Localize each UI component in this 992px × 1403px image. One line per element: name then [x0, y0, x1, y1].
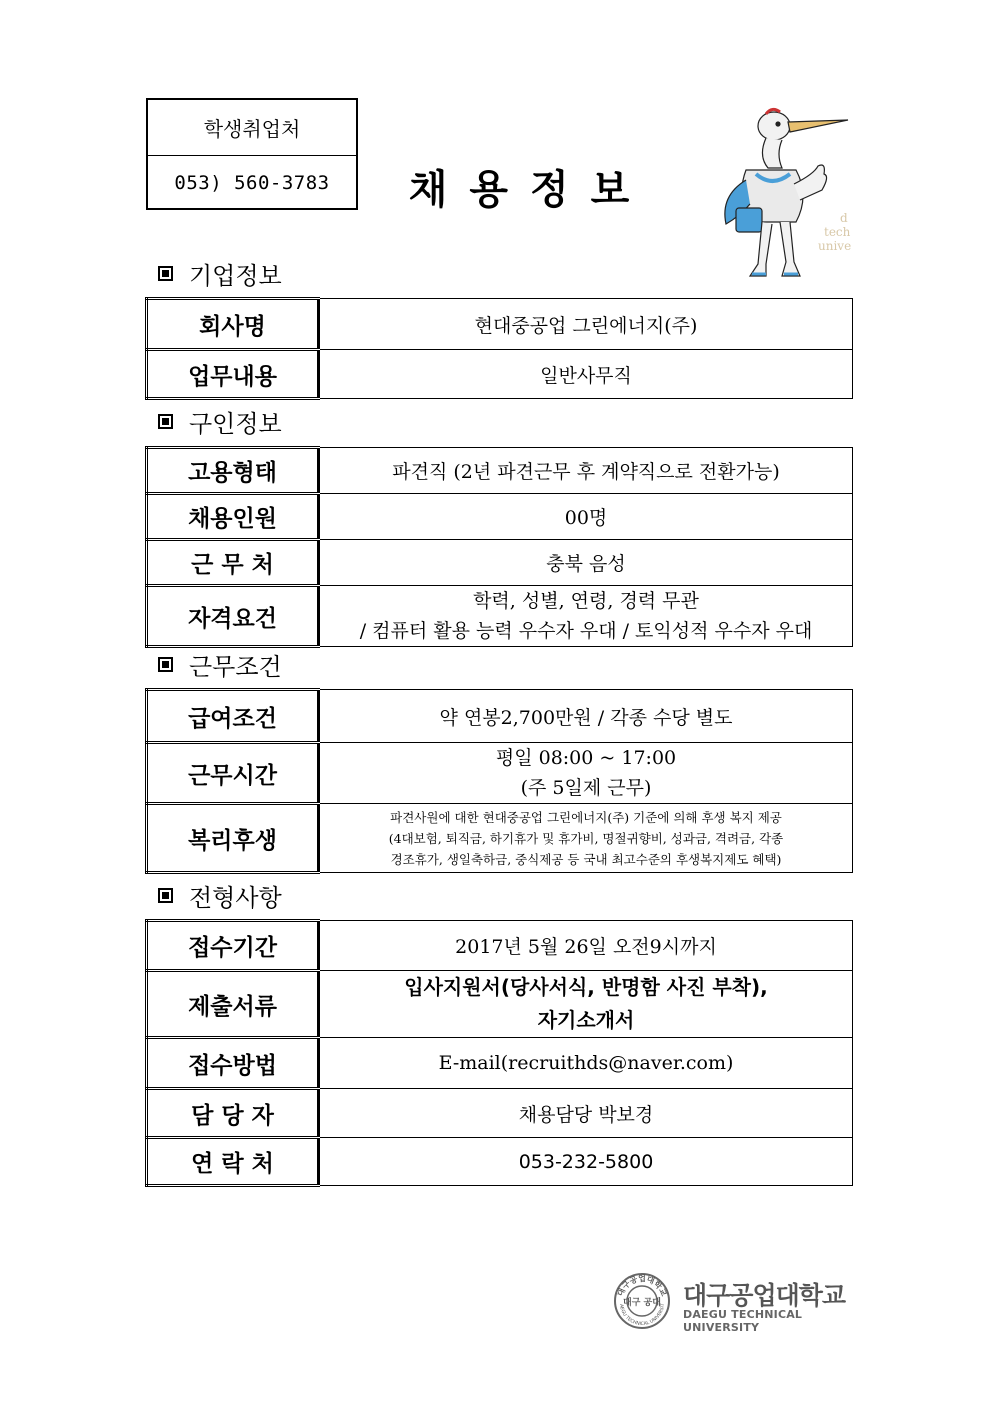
work-hours: [319, 743, 853, 804]
work-hours-line-1: 평일 08:00 ~ 17:00: [495, 747, 677, 769]
square-bullet-icon: [158, 888, 173, 903]
university-name-en: DAEGU TECHNICAL UNIVERSITY: [683, 1308, 803, 1334]
table-row: [147, 1138, 853, 1186]
square-bullet-icon: [158, 414, 173, 429]
square-bullet-icon: [158, 266, 173, 281]
row-label: 접수방법: [147, 1038, 319, 1089]
row-label: 업무내용: [147, 350, 319, 399]
section-heading-selection: [158, 878, 282, 913]
table-row: [147, 743, 853, 804]
benefits-line-1: 파견사원에 대한 현대중공업 그린에너지(주) 기준에 의해 후생 복지 제공: [390, 809, 782, 825]
table-row: [147, 921, 853, 971]
work-location: 충북 음성: [319, 540, 853, 586]
mascot-crane-image: [706, 104, 856, 286]
mascot-text-3: unive: [818, 239, 852, 253]
table-row: [147, 971, 853, 1038]
row-label: 근무시간: [147, 743, 319, 804]
benefits: [319, 804, 853, 873]
university-logo: [613, 1272, 853, 1336]
row-label: 연 락 처: [147, 1138, 319, 1186]
table-row: [147, 299, 853, 350]
row-label: 채용인원: [147, 494, 319, 540]
table-row: [147, 1038, 853, 1089]
section-heading-conditions: [158, 647, 282, 682]
section-title: 기업정보: [189, 262, 282, 290]
row-label: 제출서류: [147, 971, 319, 1038]
table-row: [147, 1089, 853, 1138]
section-title: 근무조건: [189, 653, 282, 681]
square-bullet-icon: [158, 657, 173, 672]
documents-line-2: 자기소개서: [537, 1008, 635, 1032]
required-documents: [319, 971, 853, 1038]
mascot-text-2: tech: [824, 225, 851, 239]
documents-line-1: 입사지원서(당사서식, 반명함 사진 부착),: [404, 975, 768, 999]
contact-person: 채용담당 박보경: [319, 1089, 853, 1138]
row-label: 급여조건: [147, 690, 319, 743]
section-title: 전형사항: [189, 884, 282, 912]
qualifications-line-1: 학력, 성별, 연령, 경력 무관: [473, 590, 699, 612]
table-row: [147, 804, 853, 873]
row-label: 회사명: [147, 299, 319, 350]
section-heading-company: [158, 256, 282, 291]
employment-type: 파견직 (2년 파견근무 후 계약직으로 전환가능): [319, 448, 853, 494]
university-name-ko: 대구공업대학교: [683, 1281, 846, 1310]
table-row: [147, 586, 853, 647]
contact-phone: 053-232-5800: [319, 1138, 853, 1186]
row-label: 접수기간: [147, 921, 319, 971]
section-heading-recruit: [158, 404, 282, 439]
row-label: 복리후생: [147, 804, 319, 873]
seal-text-en: AEGU TECHNICAL UNIVERSIT: [617, 1303, 667, 1328]
selection-table: [145, 919, 853, 1187]
row-label: 자격요건: [147, 586, 319, 647]
row-label: 근 무 처: [147, 540, 319, 586]
salary: 약 연봉2,700만원 / 각종 수당 별도: [319, 690, 853, 743]
table-row: [147, 494, 853, 540]
company-name: 현대중공업 그린에너지(주): [319, 299, 853, 350]
table-row: [147, 448, 853, 494]
university-seal-icon: [613, 1272, 671, 1330]
seal-center-text: 대구 공대: [623, 1298, 661, 1308]
mascot-text-1: d: [840, 211, 848, 225]
qualifications-line-2: / 컴퓨터 활용 능력 우수자 우대 / 토익성적 우수자 우대: [359, 620, 813, 642]
office-name: 학생취업처: [203, 117, 301, 141]
benefits-line-2: (4대보험, 퇴직금, 하기휴가 및 휴가비, 명절귀향비, 성과금, 격려금, 각종: [388, 830, 784, 846]
application-method: E-mail(recruithds@naver.com): [319, 1038, 853, 1089]
table-row: [147, 540, 853, 586]
table-row: [147, 350, 853, 399]
contact-box: [146, 98, 358, 210]
work-hours-line-2: (주 5일제 근무): [520, 777, 652, 799]
row-label: 담 당 자: [147, 1089, 319, 1138]
job-description: 일반사무직: [319, 350, 853, 399]
benefits-line-3: 경조휴가, 생일축하금, 중식제공 등 국내 최고수준의 후생복지제도 혜택): [390, 851, 782, 867]
headcount: 00명: [319, 494, 853, 540]
conditions-table: [145, 688, 853, 874]
qualifications: [319, 586, 853, 647]
recruit-table: [145, 446, 853, 648]
page-title: 채용정보: [408, 167, 652, 213]
application-period: 2017년 5월 26일 오전9시까지: [319, 921, 853, 971]
table-row: [147, 690, 853, 743]
section-title: 구인정보: [189, 410, 282, 438]
row-label: 고용형태: [147, 448, 319, 494]
office-phone: 053) 560-3783: [148, 155, 356, 209]
seal-text-ko: 대구공업대학교: [615, 1274, 669, 1298]
company-table: [145, 297, 853, 400]
